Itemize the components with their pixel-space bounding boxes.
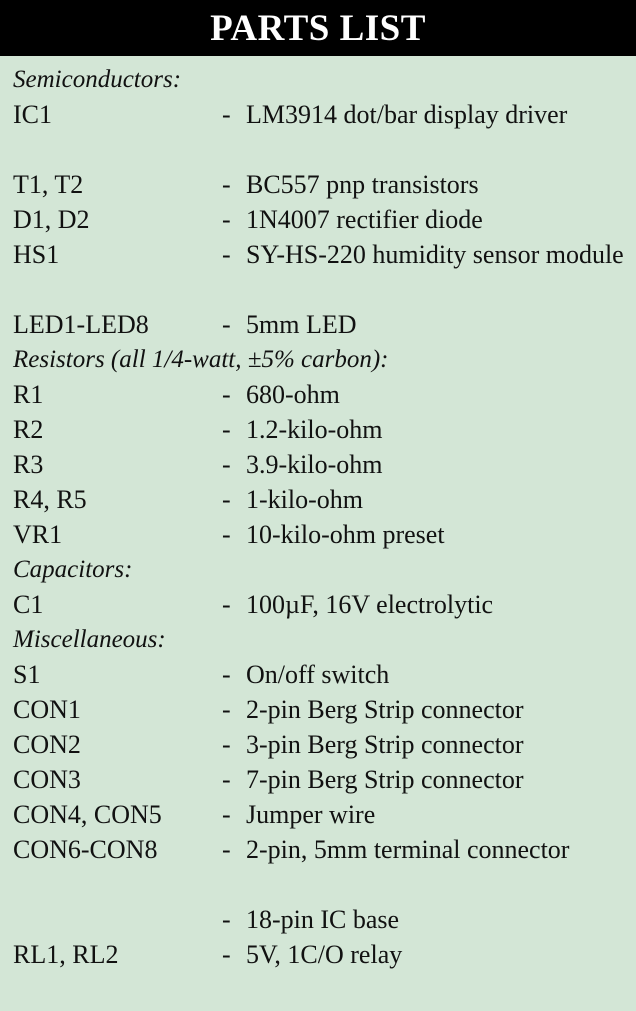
part-row [0, 97, 636, 167]
separator-dash: - [222, 485, 231, 514]
part-ref: D1, D2 [13, 205, 90, 234]
part-desc: 5V, 1C/O relay [246, 940, 403, 969]
part-desc: 680-ohm [246, 380, 340, 409]
part-row [0, 657, 636, 692]
part-ref: R2 [13, 415, 44, 444]
part-row [0, 377, 636, 412]
part-desc: 100µF, 16V electrolytic [246, 590, 494, 619]
part-row [0, 762, 636, 797]
part-desc: 1N4007 rectifier diode [246, 205, 483, 234]
part-row [0, 797, 636, 832]
part-desc: Jumper wire [246, 800, 376, 829]
part-row [0, 902, 636, 937]
part-row [0, 517, 636, 552]
separator-dash: - [222, 520, 231, 549]
separator-dash: - [222, 835, 231, 864]
section-heading-resistors: Resistors (all 1/4-watt, ±5% carbon): [13, 346, 389, 373]
separator-dash: - [222, 205, 231, 234]
separator-dash: - [222, 695, 231, 724]
part-ref: CON2 [13, 730, 81, 759]
part-ref: C1 [13, 590, 44, 619]
separator-dash: - [222, 905, 231, 934]
part-ref: HS1 [13, 240, 60, 269]
part-row [0, 832, 636, 902]
parts-list-title: PARTS LIST [0, 0, 636, 56]
part-desc: BC557 pnp transistors [246, 170, 479, 199]
part-row [0, 692, 636, 727]
part-desc: 18-pin IC base [246, 905, 400, 934]
part-row [0, 587, 636, 622]
part-row [0, 447, 636, 482]
part-desc: 3.9-kilo-ohm [246, 450, 383, 479]
part-row [0, 937, 636, 972]
part-desc: 1.2-kilo-ohm [246, 415, 383, 444]
part-ref: VR1 [13, 520, 63, 549]
separator-dash: - [222, 940, 231, 969]
parts-list [0, 62, 636, 972]
part-ref: CON3 [13, 765, 81, 794]
separator-dash: - [222, 170, 231, 199]
part-ref: CON1 [13, 695, 81, 724]
separator-dash: - [222, 240, 231, 269]
separator-dash: - [222, 450, 231, 479]
part-ref: CON4, CON5 [13, 800, 162, 829]
part-ref: IC1 [13, 100, 52, 129]
section-heading-semiconductors: Semiconductors: [13, 66, 182, 93]
part-desc: 7-pin Berg Strip connector [246, 765, 524, 794]
part-desc: SY-HS-220 humidity sensor module [246, 240, 624, 269]
separator-dash: - [222, 660, 231, 689]
part-row [0, 727, 636, 762]
part-row [0, 167, 636, 202]
part-desc: 1-kilo-ohm [246, 485, 363, 514]
part-desc: LM3914 dot/bar display driver [246, 100, 568, 129]
separator-dash: - [222, 800, 231, 829]
separator-dash: - [222, 730, 231, 759]
part-ref: CON6-CON8 [13, 835, 158, 864]
part-ref: R3 [13, 450, 44, 479]
part-desc: On/off switch [246, 660, 390, 689]
part-ref: RL1, RL2 [13, 940, 119, 969]
part-row [0, 237, 636, 307]
part-row [0, 482, 636, 517]
separator-dash: - [222, 415, 231, 444]
section-heading-capacitors: Capacitors: [13, 556, 133, 583]
part-row [0, 412, 636, 447]
part-ref: R1 [13, 380, 44, 409]
part-desc: 3-pin Berg Strip connector [246, 730, 524, 759]
part-ref: LED1-LED8 [13, 310, 149, 339]
part-desc: 2-pin Berg Strip connector [246, 695, 524, 724]
part-row [0, 307, 636, 342]
part-ref: R4, R5 [13, 485, 87, 514]
separator-dash: - [222, 100, 231, 129]
separator-dash: - [222, 380, 231, 409]
part-desc: 5mm LED [246, 310, 357, 339]
part-ref: S1 [13, 660, 41, 689]
part-desc: 2-pin, 5mm terminal connector [246, 835, 570, 864]
separator-dash: - [222, 590, 231, 619]
separator-dash: - [222, 765, 231, 794]
section-heading-miscellaneous: Miscellaneous: [13, 626, 166, 653]
part-desc: 10-kilo-ohm preset [246, 520, 445, 549]
separator-dash: - [222, 310, 231, 339]
part-row [0, 202, 636, 237]
part-ref: T1, T2 [13, 170, 84, 199]
